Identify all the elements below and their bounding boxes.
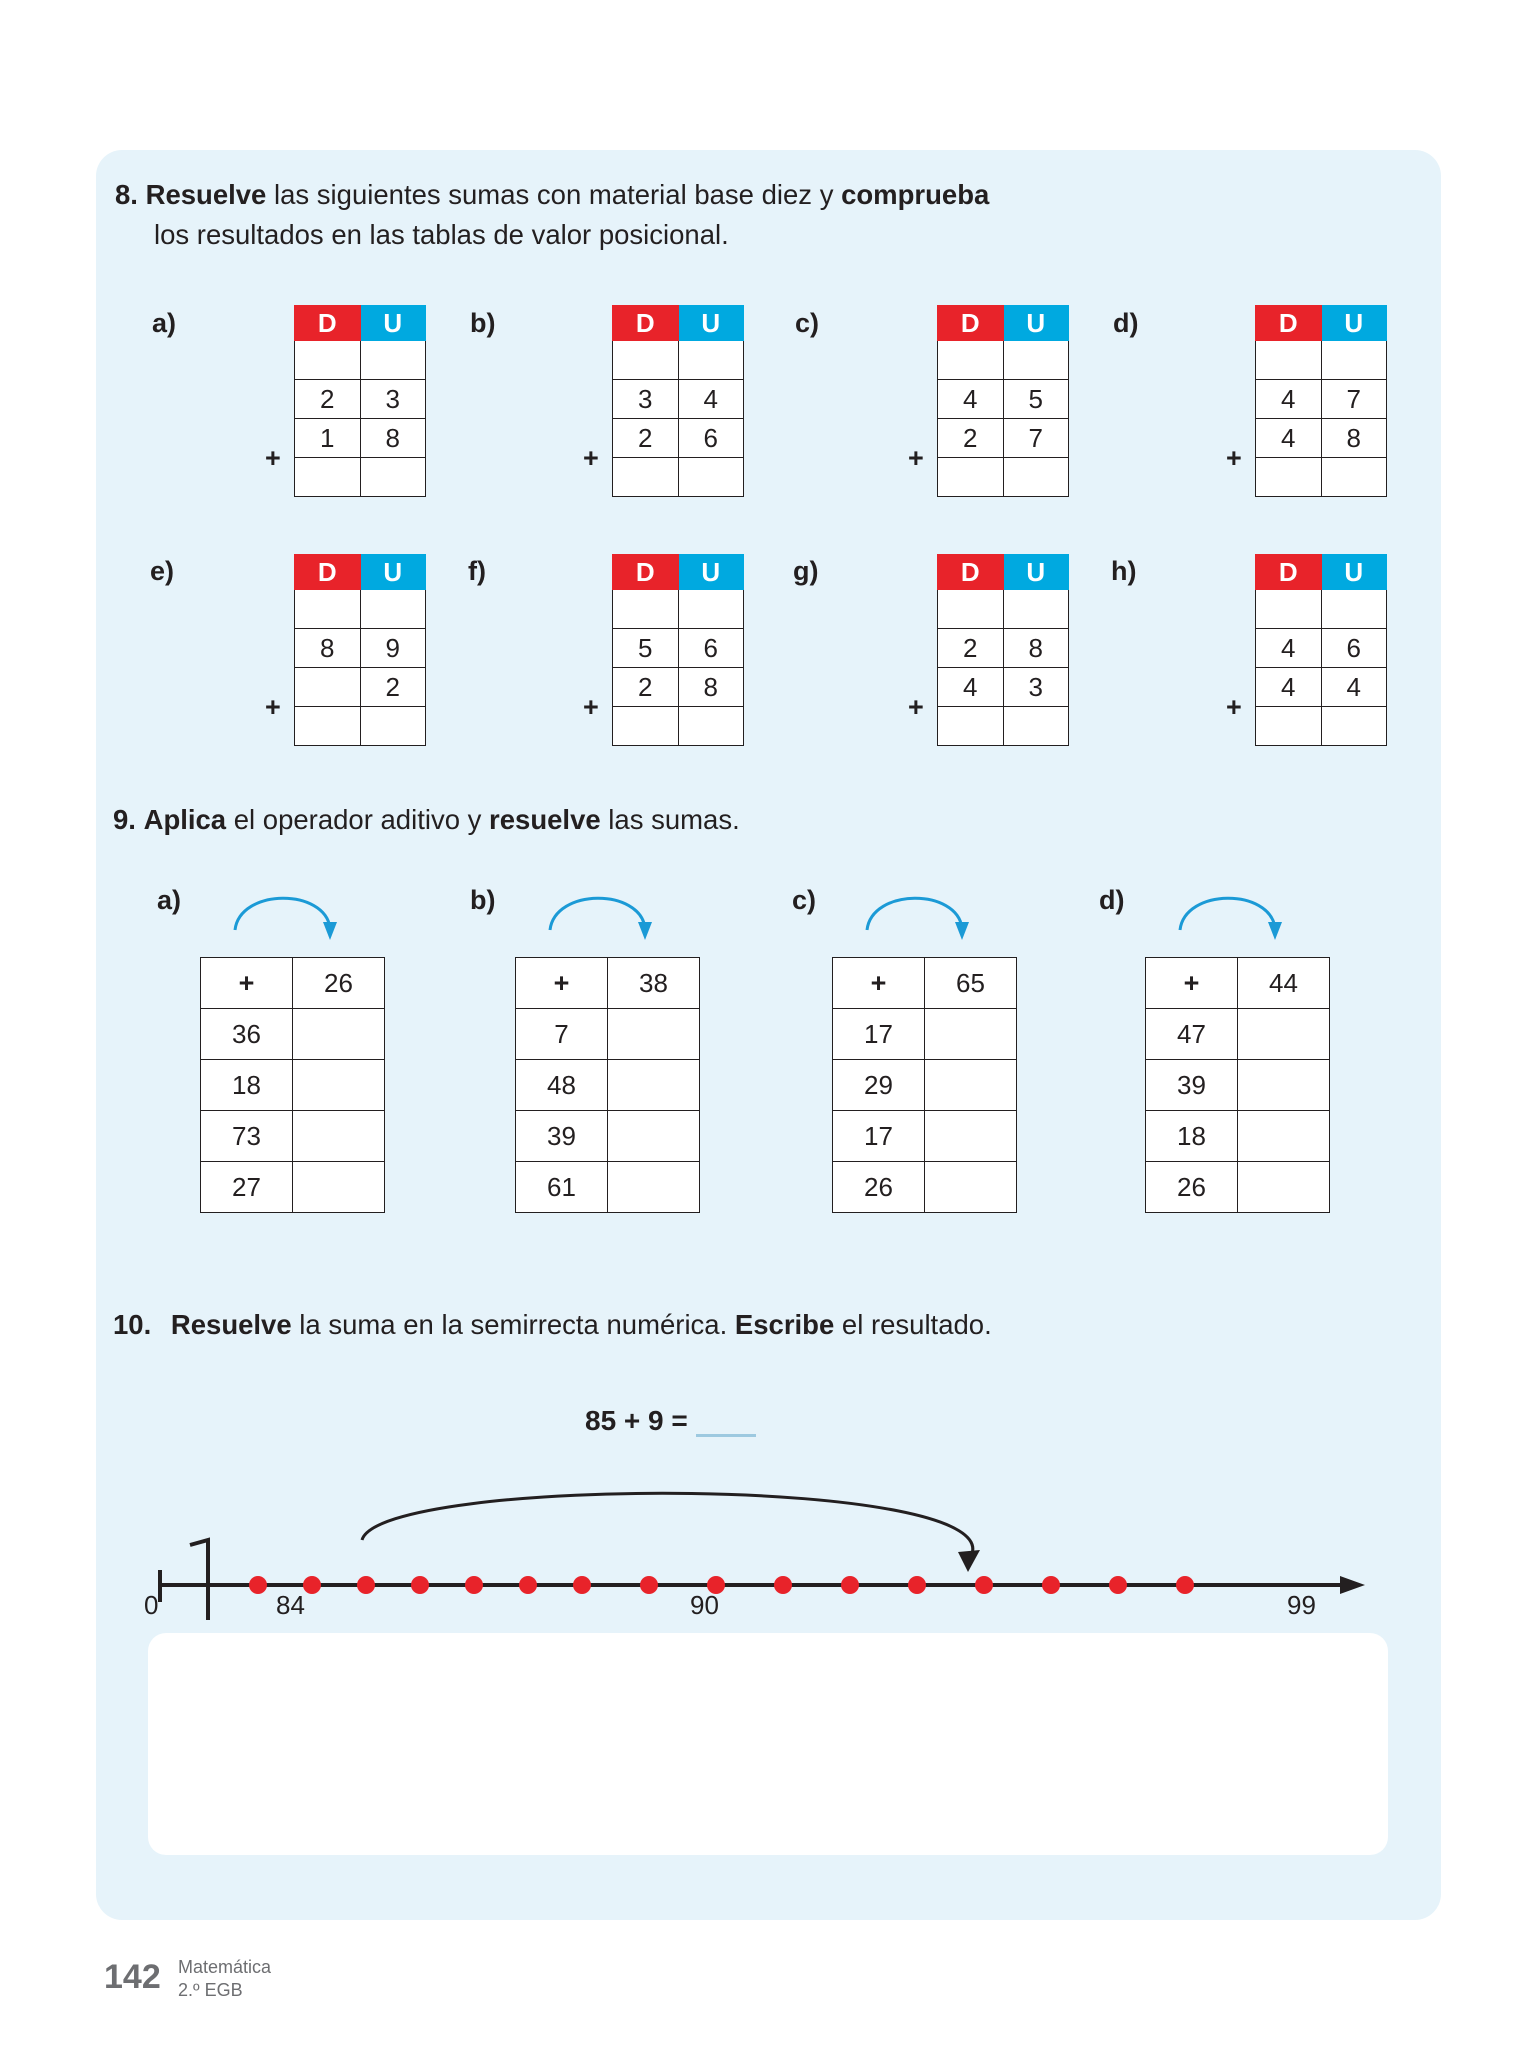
exercise-10-instruction: [113, 1305, 1413, 1345]
cell-addend2-tens: 2: [613, 419, 679, 458]
label-8f: f): [468, 556, 486, 586]
cell-addend2-units: 4: [1321, 668, 1387, 707]
operand-cell: 7: [516, 1009, 608, 1060]
operand-cell: 39: [516, 1111, 608, 1162]
plus-8f: +: [583, 692, 599, 722]
header-tens: D: [613, 555, 679, 590]
operator-plus: +: [201, 958, 293, 1009]
cell-result-units[interactable]: [1321, 707, 1387, 746]
footer-grade: 2.º EGB: [178, 1980, 243, 2000]
label-8c: c): [795, 308, 820, 338]
result-cell[interactable]: [1238, 1111, 1330, 1162]
cell-result-tens[interactable]: [938, 707, 1004, 746]
operand-cell: 39: [1146, 1060, 1238, 1111]
result-cell[interactable]: [608, 1111, 700, 1162]
operator-value: 38: [608, 958, 700, 1009]
place-value-table-8e: [294, 554, 426, 746]
answer-box[interactable]: [148, 1633, 1388, 1855]
result-cell[interactable]: [608, 1009, 700, 1060]
header-tens: D: [295, 306, 361, 341]
number-line-label-mid: 90: [690, 1590, 719, 1620]
header-units: U: [678, 555, 744, 590]
result-cell[interactable]: [293, 1111, 385, 1162]
cell-addend2-units: 2: [360, 668, 426, 707]
exercise-9-bold-1: Aplica: [143, 804, 227, 835]
sum-expression-text: 85 + 9 =: [585, 1405, 688, 1436]
cell-addend1-tens: 3: [613, 380, 679, 419]
cell-addend1-tens: 8: [295, 629, 361, 668]
header-tens: D: [1256, 306, 1322, 341]
exercise-9-instruction: [113, 800, 1403, 840]
exercise-9-text-2: las sumas.: [600, 804, 740, 835]
exercise-10-text-1: la suma en la semirrecta numérica.: [291, 1309, 735, 1340]
plus-8h: +: [1226, 692, 1242, 722]
result-cell[interactable]: [293, 1060, 385, 1111]
header-units: U: [360, 306, 426, 341]
number-line-label-start: 84: [276, 1590, 305, 1620]
operand-cell: 18: [1146, 1111, 1238, 1162]
operator-table-9c: [832, 957, 1017, 1213]
cell-result-tens[interactable]: [938, 458, 1004, 497]
result-cell[interactable]: [293, 1162, 385, 1213]
number-line-label-end: 99: [1287, 1590, 1316, 1620]
header-tens: D: [295, 555, 361, 590]
operator-arrow-9a: [230, 880, 360, 950]
cell-addend1-tens: 4: [1256, 380, 1322, 419]
cell-empty[interactable]: [678, 341, 744, 380]
header-units: U: [1321, 306, 1387, 341]
cell-addend1-tens: 2: [938, 629, 1004, 668]
exercise-8-text-1: las siguientes sumas con material base diez y: [266, 179, 842, 210]
exercise-10-text-2: el resultado.: [834, 1309, 992, 1340]
exercise-8-text-2: los resultados en las tablas de valor posicional.: [154, 219, 729, 250]
cell-addend1-tens: 4: [938, 380, 1004, 419]
operator-arrow-9b: [545, 880, 675, 950]
operand-cell: 26: [833, 1162, 925, 1213]
operand-cell: 18: [201, 1060, 293, 1111]
cell-addend2-tens: 4: [1256, 419, 1322, 458]
cell-addend2-tens: 2: [613, 668, 679, 707]
label-8b: b): [470, 308, 496, 338]
operand-cell: 29: [833, 1060, 925, 1111]
cell-addend1-tens: 4: [1256, 629, 1322, 668]
cell-empty[interactable]: [295, 590, 361, 629]
cell-addend2-tens: 4: [1256, 668, 1322, 707]
cell-result-units[interactable]: [360, 707, 426, 746]
cell-addend2-units: 3: [1003, 668, 1069, 707]
cell-addend1-units: 5: [1003, 380, 1069, 419]
plus-8g: +: [908, 692, 924, 722]
place-value-table-8d: [1255, 305, 1387, 497]
cell-addend1-units: 3: [360, 380, 426, 419]
header-units: U: [678, 306, 744, 341]
sum-expression: [585, 1405, 756, 1437]
cell-addend2-tens: [295, 668, 361, 707]
operator-plus: +: [833, 958, 925, 1009]
page-footer-info: [178, 1956, 271, 2002]
result-cell[interactable]: [608, 1162, 700, 1213]
place-value-table-8f: [612, 554, 744, 746]
cell-empty[interactable]: [1321, 341, 1387, 380]
plus-8a: +: [265, 443, 281, 473]
header-tens: D: [1256, 555, 1322, 590]
header-units: U: [1321, 555, 1387, 590]
place-value-table-8g: [937, 554, 1069, 746]
exercise-10-number: 10.: [113, 1309, 152, 1340]
operator-value: 26: [293, 958, 385, 1009]
cell-empty[interactable]: [360, 590, 426, 629]
result-cell[interactable]: [925, 1009, 1017, 1060]
result-cell[interactable]: [925, 1060, 1017, 1111]
place-value-table-8a: [294, 305, 426, 497]
cell-addend2-tens: 1: [295, 419, 361, 458]
operator-arrow-9d: [1175, 880, 1305, 950]
cell-empty[interactable]: [1256, 590, 1322, 629]
cell-result-tens[interactable]: [1256, 707, 1322, 746]
plus-8c: +: [908, 443, 924, 473]
result-cell[interactable]: [1238, 1162, 1330, 1213]
cell-addend1-units: 4: [678, 380, 744, 419]
operator-table-9d: [1145, 957, 1330, 1213]
place-value-table-8b: [612, 305, 744, 497]
cell-result-tens[interactable]: [295, 458, 361, 497]
cell-addend2-units: 8: [1321, 419, 1387, 458]
exercise-9-number: 9.: [113, 804, 136, 835]
cell-empty[interactable]: [938, 341, 1004, 380]
operand-cell: 17: [833, 1111, 925, 1162]
footer-subject: Matemática: [178, 1957, 272, 1977]
operand-cell: 26: [1146, 1162, 1238, 1213]
cell-result-units[interactable]: [1003, 458, 1069, 497]
operand-cell: 17: [833, 1009, 925, 1060]
page-number: 142: [104, 1958, 161, 1996]
exercise-8-bold-2: comprueba: [841, 179, 990, 210]
label-9b: b): [470, 885, 496, 915]
exercise-9-text-1: el operador aditivo y: [226, 804, 490, 835]
operand-cell: 48: [516, 1060, 608, 1111]
operator-arrow-9c: [862, 880, 992, 950]
cell-empty[interactable]: [678, 590, 744, 629]
result-cell[interactable]: [1238, 1060, 1330, 1111]
cell-empty[interactable]: [1321, 590, 1387, 629]
cell-empty[interactable]: [360, 341, 426, 380]
cell-result-units[interactable]: [1003, 707, 1069, 746]
cell-empty[interactable]: [1003, 590, 1069, 629]
operator-table-9b: [515, 957, 700, 1213]
cell-empty[interactable]: [938, 590, 1004, 629]
cell-addend2-units: 6: [678, 419, 744, 458]
label-8d: d): [1113, 308, 1139, 338]
cell-result-tens[interactable]: [613, 458, 679, 497]
cell-empty[interactable]: [613, 341, 679, 380]
number-line-label-zero: 0: [144, 1590, 159, 1620]
label-9a: a): [157, 885, 182, 915]
cell-empty[interactable]: [295, 341, 361, 380]
place-value-table-8c: [937, 305, 1069, 497]
label-8h: h): [1111, 556, 1137, 586]
operand-cell: 73: [201, 1111, 293, 1162]
operator-table-9a: [200, 957, 385, 1213]
operator-value: 65: [925, 958, 1017, 1009]
result-cell[interactable]: [925, 1111, 1017, 1162]
cell-addend2-units: 8: [360, 419, 426, 458]
header-tens: D: [938, 306, 1004, 341]
exercise-8-bold-1: Resuelve: [145, 179, 267, 210]
label-8a: a): [152, 308, 177, 338]
cell-addend1-tens: 2: [295, 380, 361, 419]
cell-empty[interactable]: [613, 590, 679, 629]
cell-empty[interactable]: [1003, 341, 1069, 380]
label-8e: e): [150, 556, 175, 586]
operator-value: 44: [1238, 958, 1330, 1009]
cell-result-units[interactable]: [1321, 458, 1387, 497]
operand-cell: 47: [1146, 1009, 1238, 1060]
cell-addend2-tens: 2: [938, 419, 1004, 458]
plus-8d: +: [1226, 443, 1242, 473]
cell-addend2-units: 8: [678, 668, 744, 707]
exercise-10-bold-2: Escribe: [734, 1309, 835, 1340]
operator-plus: +: [1146, 958, 1238, 1009]
exercise-8-number: 8.: [115, 179, 138, 210]
result-cell[interactable]: [293, 1009, 385, 1060]
sum-answer-blank[interactable]: [696, 1408, 756, 1437]
header-units: U: [360, 555, 426, 590]
header-tens: D: [613, 306, 679, 341]
operator-plus: +: [516, 958, 608, 1009]
label-8g: g): [793, 556, 819, 586]
plus-8e: +: [265, 692, 281, 722]
exercise-9-bold-2: resuelve: [489, 804, 601, 835]
cell-addend1-units: 6: [678, 629, 744, 668]
place-value-table-8h: [1255, 554, 1387, 746]
result-cell[interactable]: [608, 1060, 700, 1111]
label-9c: c): [792, 885, 817, 915]
plus-8b: +: [583, 443, 599, 473]
header-units: U: [1003, 306, 1069, 341]
cell-addend2-units: 7: [1003, 419, 1069, 458]
cell-result-tens[interactable]: [295, 707, 361, 746]
cell-result-units[interactable]: [678, 458, 744, 497]
cell-addend1-tens: 5: [613, 629, 679, 668]
operand-cell: 36: [201, 1009, 293, 1060]
cell-addend1-units: 9: [360, 629, 426, 668]
operand-cell: 27: [201, 1162, 293, 1213]
cell-result-units[interactable]: [678, 707, 744, 746]
cell-addend1-units: 7: [1321, 380, 1387, 419]
exercise-10-bold-1: Resuelve: [170, 1309, 292, 1340]
cell-addend2-tens: 4: [938, 668, 1004, 707]
result-cell[interactable]: [925, 1162, 1017, 1213]
cell-empty[interactable]: [1256, 341, 1322, 380]
result-cell[interactable]: [1238, 1009, 1330, 1060]
header-tens: D: [938, 555, 1004, 590]
cell-result-tens[interactable]: [613, 707, 679, 746]
cell-addend1-units: 6: [1321, 629, 1387, 668]
cell-addend1-units: 8: [1003, 629, 1069, 668]
label-9d: d): [1099, 885, 1125, 915]
header-units: U: [1003, 555, 1069, 590]
exercise-8-instruction: [115, 175, 1405, 255]
cell-result-units[interactable]: [360, 458, 426, 497]
number-line: [130, 1440, 1390, 1620]
cell-result-tens[interactable]: [1256, 458, 1322, 497]
operand-cell: 61: [516, 1162, 608, 1213]
